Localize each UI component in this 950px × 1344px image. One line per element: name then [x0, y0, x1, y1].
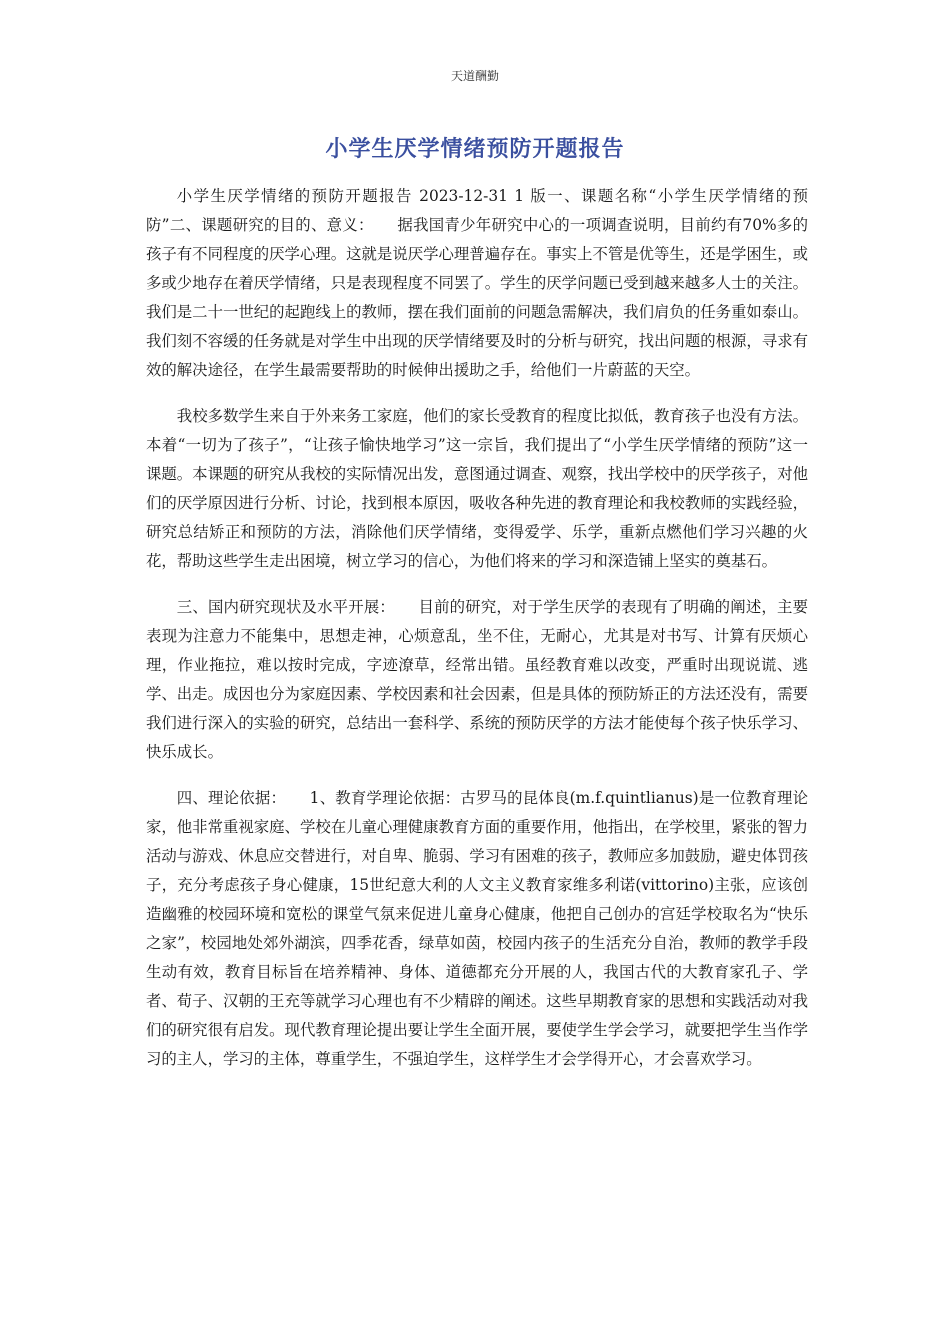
page-header: 天道酬勤	[450, 69, 499, 83]
paragraph-theory: 四、理论依据： 1、教育学理论依据：古罗马的昆体良(m.f.quintlianus)是一位教育理论家，他非常重视家庭、学校在儿童心理健康教育方面的重要作用，他指出，在学校里，紧张的智力活动与游戏、休息应交替进行，对自卑、脆弱、学习有困难的孩子，教师应多加鼓励，避史体罚孩子，充分考虑孩子身心健康，15世纪意大利的人文主义教育家维多利诺(vittorino)主张，应该创造幽雅的校园环境和宽松的课堂气氛来促进儿童身心健康，他把自己创办的宫廷学校取名为“快乐之家”，校园地处郊外湖滨，四季花香，绿草如茵，校园内孩子的生活充分自治，教师的教学手段生动有效，教育目标旨在培养精神、身体、道德都充分开展的人，我国古代的大教育家孔子、学者、荀子、汉朝的王充等就学习心理也有不少精辟的阐述。这些早期教育家的思想和实践活动对我们的研究很有启发。现代教育理论提出要让学生全面开展，要使学生学会学习，就要把学生当作学习的主人，学习的主体，尊重学生，不强迫学生，这样学生才会学得开心，才会喜欢学习。	[146, 789, 808, 1068]
paragraph-purpose: 小学生厌学情绪的预防开题报告 2023-12-31 1 版一、课题名称“小学生厌学情绪的预防”二、课题研究的目的、意义： 据我国青少年研究中心的一项调查说明，目前约有70%多的孩子有不同程度的厌学心理。这就是说厌学心理普遍存在。事实上不管是优等生，还是学困生，或多或少地存在着厌学情绪，只是表现程度不同罢了。学生的厌学问题已受到越来越多人士的关注。我们是二十一世纪的起跑线上的教师，摆在我们面前的问题急需解决，我们肩负的任务重如泰山。我们刻不容缓的任务就是对学生中出现的厌学情绪要及时的分析与研究，找出问题的根源，寻求有效的解决途径，在学生最需要帮助的时候伸出援助之手，给他们一片蔚蓝的天空。	[146, 187, 808, 379]
paragraph-research-status: 三、国内研究现状及水平开展： 目前的研究，对于学生厌学的表现有了明确的阐述，主要表现为注意力不能集中，思想走神，心烦意乱，坐不住，无耐心，尤其是对书写、计算有厌烦心理，作业拖拉，难以按时完成，字迹潦草，经常出错。虽经教育难以改变，严重时出现说谎、逃学、出走。成因也分为家庭因素、学校因素和社会因素，但是具体的预防矫正的方法还没有，需要我们进行深入的实验的研究，总结出一套科学、系统的预防厌学的方法才能使每个孩子快乐学习、快乐成长。	[146, 598, 808, 761]
document-body	[146, 182, 808, 1091]
document-title: 小学生厌学情绪预防开题报告	[325, 137, 625, 162]
paragraph-background: 我校多数学生来自于外来务工家庭，他们的家长受教育的程度比拟低，教育孩子也没有方法。本着“一切为了孩子”，“让孩子愉快地学习”这一宗旨，我们提出了“小学生厌学情绪的预防”这一课题。本课题的研究从我校的实际情况出发，意图通过调查、观察，找出学校中的厌学孩子，对他们的厌学原因进行分析、讨论，找到根本原因，吸收各种先进的教育理论和我校教师的实践经验，研究总结矫正和预防的方法，消除他们厌学情绪，变得爱学、乐学，重新点燃他们学习兴趣的火花，帮助这些学生走出困境，树立学习的信心，为他们将来的学习和深造铺上坚实的奠基石。	[146, 407, 808, 570]
